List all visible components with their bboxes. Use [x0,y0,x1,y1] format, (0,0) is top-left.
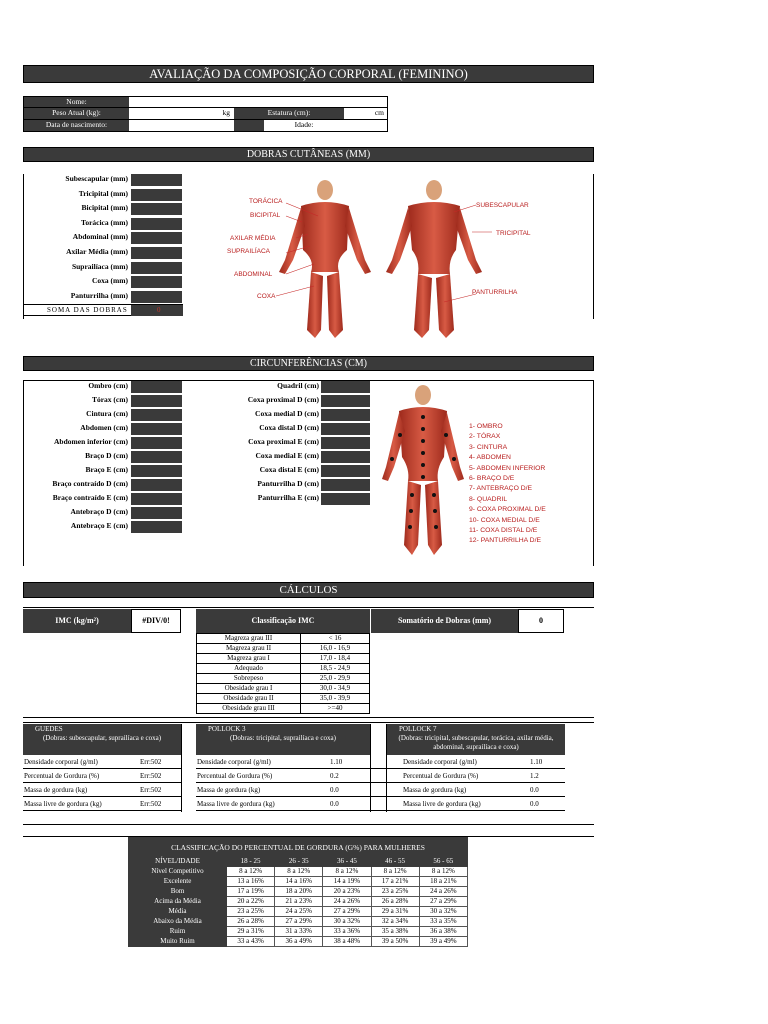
fat-range-cell: 14 a 16% [275,877,323,887]
pollock3-value: 0.2 [330,772,339,780]
fat-range-cell: 8 a 12% [371,867,419,877]
imc-table-row [197,654,370,664]
fat-level-label: Nível Competitivo [129,867,227,877]
circumference-input[interactable] [131,479,182,491]
circumference-input[interactable] [321,409,370,421]
fat-range-cell: 21 a 23% [275,897,323,907]
imc-table-row [197,704,370,714]
circumference-input[interactable] [321,381,370,393]
front-anatomy-label: BICIPITAL [250,212,281,219]
imc-classification-table [196,633,370,714]
calculations-banner [23,582,594,598]
fat-table-row [129,927,468,937]
fat-range-cell: 17 a 21% [371,877,419,887]
circumference-input[interactable] [131,465,182,477]
circumference-input[interactable] [321,493,370,505]
imc-class-range: 17,0 - 18,4 [301,654,370,664]
guedes-row-label: Densidade corporal (g/ml) [24,758,98,766]
skinfold-sum-calc-value-box [518,609,564,633]
skinfold-label: Subescapular (mm) [65,174,128,183]
fat-range-cell: 36 a 49% [275,937,323,947]
pollock3-value: 0.0 [330,786,339,794]
front-anatomy-label: AXILAR MÉDIA [230,235,276,242]
circumference-legend-item: 12- PANTURRILHA D/E [469,537,542,545]
circumference-input[interactable] [321,437,370,449]
imc-class-range: 30,0 - 34,9 [301,684,370,694]
imc-class-name: Adequado [197,664,301,674]
imc-table-row [197,674,370,684]
fat-range-cell: 18 a 21% [419,877,467,887]
skinfold-input[interactable] [131,247,182,259]
fat-level-label: Abaixo da Média [129,917,227,927]
skinfold-sum-label: SOMA DAS DOBRAS [47,306,128,314]
fat-range-cell: 8 a 12% [275,867,323,877]
circumference-label: Coxa medial D (cm) [255,409,319,418]
guedes-title: GUEDES [35,725,63,733]
circumferences-title: CIRCUNFERÊNCIAS (CM) [250,358,367,369]
skinfold-sum-box [131,305,183,316]
back-anatomy-label: TRICIPITAL [496,230,531,237]
circumference-label: Coxa distal E (cm) [259,465,319,474]
fat-range-cell: 8 a 12% [323,867,371,877]
fat-range-cell: 33 a 43% [227,937,275,947]
pollock3-row-label: Percentual de Gordura (%) [197,772,273,780]
height-label: Estatura (cm): [267,108,311,117]
imc-class-name: Obesidade grau II [197,694,301,704]
imc-class-range: >=40 [301,704,370,714]
skinfold-sum-value: 0 [157,306,161,314]
fat-table-header-cell: 18 - 25 [227,857,275,867]
fat-range-cell: 30 a 32% [323,917,371,927]
fat-table-row [129,907,468,917]
circumference-legend-item: 8- QUADRIL [469,495,508,503]
fat-range-cell: 32 a 34% [371,917,419,927]
circumference-label: Coxa proximal E (cm) [248,437,319,446]
fat-range-cell: 30 a 32% [419,907,467,917]
guedes-value: Err:502 [140,786,162,794]
circumference-label: Cintura (cm) [86,409,128,418]
fat-range-cell: 8 a 12% [419,867,467,877]
fat-range-cell: 33 a 36% [323,927,371,937]
skinfold-label: Torácica (mm) [81,217,128,227]
age-label: Idade: [294,120,314,129]
circumferences-banner [23,356,594,371]
fat-range-cell: 38 a 48% [323,937,371,947]
weight-label: Peso Atual (kg): [52,108,101,117]
circumference-label: Quadril (cm) [277,381,319,390]
pollock7-value: 0.0 [530,786,539,794]
imc-label: IMC (kg/m²) [55,616,99,625]
fat-range-cell: 24 a 25% [275,907,323,917]
circumference-legend-item: 10- COXA MEDIAL D/E [469,516,540,524]
skinfold-input[interactable] [131,291,182,303]
skinfold-sum-calc-label: Somatório de Dobras (mm) [397,616,492,625]
circumference-legend-item: 3- CINTURA [469,443,508,451]
fat-range-cell: 27 a 29% [419,897,467,907]
pollock3-value: 0.0 [330,800,339,808]
fat-table-row [129,917,468,927]
imc-class-name: Magreza grau III [197,634,301,644]
circumference-input[interactable] [131,437,182,449]
guedes-row-label: Massa livre de gordura (kg) [24,800,102,808]
skinfold-label: Abdominal (mm) [72,232,128,242]
birth-date-field[interactable] [130,119,230,131]
page-title-banner [23,65,594,83]
guedes-value: Err:502 [140,800,162,808]
name-label: Nome: [66,97,87,106]
skinfold-label: Bicipital (mm) [81,203,128,213]
fat-range-cell: 20 a 22% [227,897,275,907]
skinfold-label: Tricipital (mm) [78,188,128,198]
fat-range-cell: 36 a 38% [419,927,467,937]
circumference-input[interactable] [131,521,182,533]
pollock7-header [387,724,565,755]
fat-range-cell: 39 a 50% [371,937,419,947]
circumference-label: Panturrilha D (cm) [257,479,319,488]
fat-range-cell: 33 a 35% [419,917,467,927]
circumference-input[interactable] [131,507,182,519]
circumference-legend-item: 9- COXA PROXIMAL D/E [469,506,546,514]
fat-level-label: Ruim [129,927,227,937]
imc-class-range: 18,5 - 24,9 [301,664,370,674]
pollock3-row-label: Massa livre de gordura (kg) [197,800,275,808]
fat-range-cell: 35 a 38% [371,927,419,937]
circumference-label: Abdomen inferior (cm) [53,437,128,446]
fat-table-row [129,897,468,907]
imc-class-label-box [196,609,370,633]
front-figure [279,180,371,338]
skinfold-label: Suprailíaca (mm) [71,261,128,271]
fat-range-cell: 24 a 26% [419,887,467,897]
guedes-subtitle: (Dobras: subescapular, suprailíaca e coxa) [42,734,162,742]
imc-table-row [197,684,370,694]
circumference-input[interactable] [321,465,370,477]
fat-table-row [129,887,468,897]
skinfold-input[interactable] [131,262,182,274]
fat-range-cell: 14 a 19% [323,877,371,887]
circumference-input[interactable] [131,395,182,407]
front-anatomy-label: TORÁCICA [249,198,283,205]
fat-range-cell: 23 a 25% [227,907,275,917]
circumference-input[interactable] [321,423,370,435]
fat-classification-table [128,837,468,947]
skinfold-sum-row [23,304,183,316]
imc-class-range: 35,0 - 39,9 [301,694,370,704]
imc-table-row [197,644,370,654]
circumference-legend-item: 7- ANTEBRAÇO D/E [469,485,533,493]
circumference-label: Braço contraído D (cm) [52,479,128,488]
pollock3-row-label: Densidade corporal (g/ml) [197,758,271,766]
back-anatomy-label: SUBESCAPULAR [476,202,529,209]
fat-range-cell: 18 a 20% [275,887,323,897]
skinfold-input[interactable] [131,189,182,201]
pollock3-value: 1.10 [330,758,343,766]
guedes-row-label: Massa de gordura (kg) [24,786,88,794]
back-anatomy-label: PANTURRILHA [472,289,518,296]
circumference-label: Coxa distal D (cm) [259,423,319,432]
imc-label-box [23,609,131,633]
back-figure [386,180,482,338]
guedes-value: Err:502 [140,772,162,780]
circumference-input[interactable] [131,409,182,421]
pollock7-title: POLLOCK 7 [399,725,437,733]
pollock3-subtitle: (Dobras: tricipital, suprailíaca e coxa) [230,734,336,742]
pollock7-row-label: Massa de gordura (kg) [403,786,467,794]
fat-table-header-cell: 36 - 45 [323,857,371,867]
fat-table-row [129,937,468,947]
skinfolds-title: DOBRAS CUTÂNEAS (MM) [246,149,371,160]
fat-range-cell: 13 a 16% [227,877,275,887]
pollock7-row-label: Percentual de Gordura (%) [403,772,479,780]
circumference-label: Ombro (cm) [88,381,128,390]
weight-unit: kg [222,108,230,117]
skinfold-input[interactable] [131,174,182,186]
pollock7-subtitle: (Dobras: tricipital, subescapular, torácica, axilar média, abdominal, suprailíaca e coxa) [398,734,554,751]
fat-table-row [129,867,468,877]
front-anatomy-label: ABDOMINAL [234,271,273,278]
pollock3-row-label: Massa de gordura (kg) [197,786,261,794]
fat-level-label: Bom [129,887,227,897]
page-title: AVALIAÇÃO DA COMPOSIÇÃO CORPORAL (FEMININO) [149,67,468,81]
skinfold-label: Axilar Média (mm) [66,247,128,256]
fat-level-label: Muito Ruim [129,937,227,947]
fat-table-header-cell: 46 - 55 [371,857,419,867]
skinfold-input[interactable] [131,203,182,215]
fat-range-cell: 27 a 29% [323,907,371,917]
pollock7-row-label: Densidade corporal (g/ml) [403,758,477,766]
name-field[interactable] [130,97,388,107]
fat-range-cell: 8 a 12% [227,867,275,877]
imc-table-row [197,694,370,704]
circumference-label: Braço E (cm) [85,465,128,474]
skinfold-input[interactable] [131,276,182,288]
imc-value: #DIV/0! [142,616,170,625]
circumference-input[interactable] [131,493,182,505]
circumference-label: Abdomen (cm) [80,423,128,432]
imc-class-range: < 16 [301,634,370,644]
circumference-body-image [378,383,468,559]
imc-class-range: 16,0 - 16,9 [301,644,370,654]
guedes-header [23,724,181,755]
skinfold-label: Panturrilha (mm) [70,290,128,300]
skinfold-sum-calc-value: 0 [539,616,543,625]
pollock7-row-label: Massa livre de gordura (kg) [403,800,481,808]
height-unit: cm [374,108,384,117]
circumference-label: Coxa medial E (cm) [255,451,319,460]
calculations-title: CÁLCULOS [279,584,338,596]
circumference-input[interactable] [321,451,370,463]
circumference-input[interactable] [131,451,182,463]
fat-range-cell: 29 a 31% [371,907,419,917]
fat-range-cell: 27 a 29% [275,917,323,927]
fat-range-cell: 29 a 31% [227,927,275,937]
pollock7-value: 1.2 [530,772,539,780]
circumference-legend-item: 2- TÓRAX [469,433,501,441]
fat-range-cell: 39 a 49% [419,937,467,947]
front-anatomy-label: COXA [257,293,276,300]
circumference-legend-item: 5- ABDOMEN INFERIOR [469,464,546,472]
circumference-label: Tórax (cm) [91,395,128,404]
fat-table-header-cell: 26 - 35 [275,857,323,867]
identification-block [23,96,388,132]
circumference-label: Braço contraído E (cm) [52,493,128,502]
imc-class-label: Classificação IMC [251,616,315,625]
circumference-label: Braço D (cm) [85,451,128,460]
imc-class-name: Magreza grau II [197,644,301,654]
guedes-row-label: Percentual de Gordura (%) [24,772,100,780]
fat-range-cell: 20 a 23% [323,887,371,897]
pollock3-title: POLLOCK 3 [208,725,246,733]
imc-class-name: Sobrepeso [197,674,301,684]
guedes-value: Err:502 [140,758,162,766]
fat-range-cell: 31 a 33% [275,927,323,937]
skinfold-input[interactable] [131,218,182,230]
birth-date-label: Data de nascimento: [45,120,108,129]
fat-range-cell: 24 a 26% [323,897,371,907]
circumference-legend-item: 1- OMBRO [469,423,503,430]
pollock3-header [196,724,370,755]
fat-range-cell: 23 a 25% [371,887,419,897]
fat-table-row [129,877,468,887]
imc-class-name: Obesidade grau III [197,704,301,714]
circumference-label: Antebraço D (cm) [70,507,128,516]
imc-table-row [197,664,370,674]
circumference-label: Antebraço E (cm) [70,521,128,530]
circumference-legend-item: 11- COXA DISTAL D/E [469,527,538,534]
fat-range-cell: 26 a 28% [227,917,275,927]
fat-table-header-cell: 56 - 65 [419,857,467,867]
skinfold-input[interactable] [131,232,182,244]
circumference-input[interactable] [321,395,370,407]
circumference-legend-item: 6- BRAÇO D/E [469,475,515,482]
imc-value-box [131,609,181,633]
circumference-input[interactable] [131,381,182,393]
fat-level-label: Excelente [129,877,227,887]
imc-class-name: Obesidade grau I [197,684,301,694]
circumference-input[interactable] [321,479,370,491]
skinfold-label: Coxa (mm) [91,276,128,286]
imc-class-range: 25,0 - 29,9 [301,674,370,684]
fat-range-cell: 26 a 28% [371,897,419,907]
circumference-legend-item: 4- ABDOMEN [469,454,511,462]
pollock7-value: 1.10 [530,758,543,766]
circumference-input[interactable] [131,423,182,435]
fat-range-cell: 17 a 19% [227,887,275,897]
circumference-label: Panturrilha E (cm) [257,493,319,502]
circumference-label: Coxa proximal D (cm) [247,395,319,404]
skinfolds-banner [23,147,594,162]
fat-level-label: Média [129,907,227,917]
imc-table-row [197,634,370,644]
pollock7-value: 0.0 [530,800,539,808]
imc-class-name: Magreza grau I [197,654,301,664]
front-anatomy-label: SUPRAILÍACA [227,248,270,255]
skinfold-sum-calc-box [371,609,518,633]
fat-classification-title: CLASSIFICAÇÃO DO PERCENTUAL DE GORDURA (G%) PARA MULHERES [129,838,468,857]
fat-level-label: Acima da Média [129,897,227,907]
fat-table-header-cell: NÍVEL/IDADE [129,857,227,867]
